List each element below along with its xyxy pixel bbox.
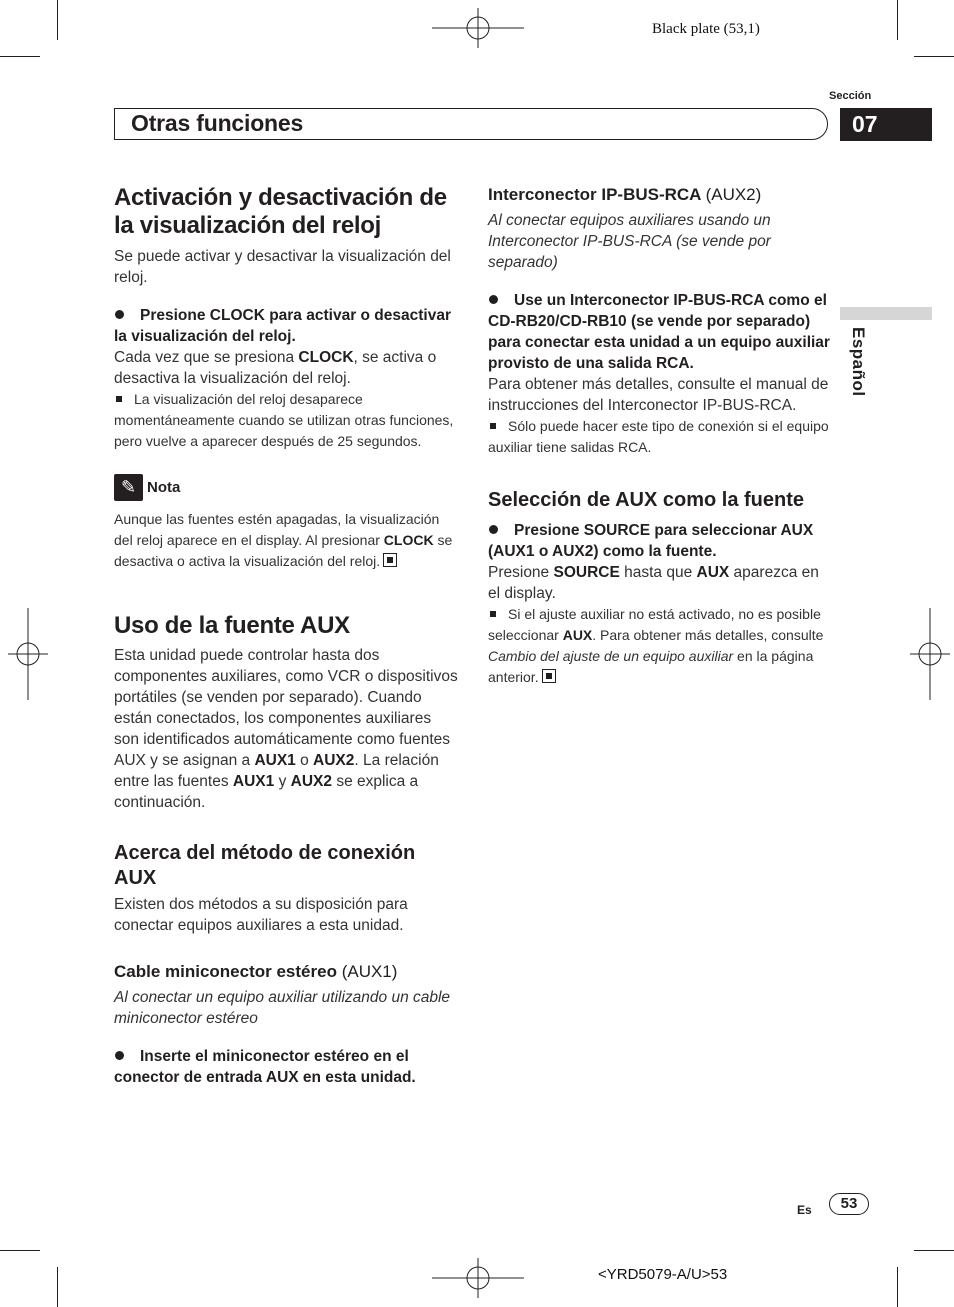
clock-intro: Se puede activar y desactivar la visualización del reloj. — [114, 248, 451, 286]
footer-code: <YRD5079-A/U>53 — [598, 1266, 728, 1283]
cable-heading: Cable miniconector estéreo (AUX1) — [114, 962, 398, 981]
registration-target-icon — [432, 1258, 524, 1298]
end-mark-icon — [542, 669, 556, 683]
crop-mark — [0, 56, 40, 57]
step-ipbus: Use un Interconector IP-BUS-RCA como el CD-RB20/CD-RB10 (se vende por separado) para conectar esta unidad a un equipo auxiliar provisto de una salida RCA. — [488, 292, 830, 372]
page-language: Es — [797, 1203, 812, 1217]
side-language-label: Español — [849, 327, 868, 397]
crop-mark — [897, 1267, 898, 1307]
nota-body: Aunque las fuentes estén apagadas, la visualización del reloj aparece en el display. Al presionar CLOCK se desactiva o activa la visualización del reloj. — [114, 511, 453, 569]
select-aux-heading: Selección de AUX como la fuente — [488, 489, 805, 511]
end-mark-icon — [383, 553, 397, 567]
clock-note: La visualización del reloj desaparece momentáneamente cuando se utilizan otras funciones, pero vuelve a aparecer después de 25 segundos. — [114, 391, 454, 449]
registration-target-icon — [910, 608, 950, 700]
aux-setting-note: Si el ajuste auxiliar no está activado, no es posible seleccionar AUX. Para obtener más detalles, consulte Cambio del ajuste de un equipo auxiliar en la página anterior. — [488, 606, 824, 685]
bullet-icon — [489, 295, 498, 304]
left-column — [114, 184, 458, 1088]
section-label: Sección — [829, 90, 872, 102]
step-ipbus-body: Para obtener más detalles, consulte el manual de instrucciones del Interconector IP-BUS-RCA. — [488, 376, 829, 414]
method-body: Existen dos métodos a su disposición para conectar equipos auxiliares a esta unidad. — [114, 896, 408, 934]
registration-target-icon — [432, 8, 524, 48]
cable-italic: Al conectar un equipo auxiliar utilizando un cable miniconector estéreo — [114, 989, 451, 1027]
aux-body: Esta unidad puede controlar hasta dos componentes auxiliares, como VCR o dispositivos portátiles (se venden por separado). Cuando están conectados, los componentes auxiliares son identificados automáticamente como fuentes AUX y se asignan a AUX1 o AUX2. La relación entre las fuentes AUX1 y AUX2 se explica a continuación. — [114, 647, 458, 811]
method-heading: Acerca del método de conexión AUX — [114, 842, 416, 889]
ipbus-heading: Interconector IP-BUS-RCA (AUX2) — [488, 185, 762, 204]
aux-heading: Uso de la fuente AUX — [114, 612, 350, 639]
bullet-icon — [115, 1051, 124, 1060]
rca-note: Sólo puede hacer este tipo de conexión si el equipo auxiliar tiene salidas RCA. — [488, 418, 829, 455]
square-bullet-icon — [490, 423, 496, 429]
clock-heading: Activación y desactivación de la visualización del reloj — [114, 184, 447, 239]
crop-mark — [0, 1250, 40, 1251]
crop-mark — [914, 1250, 954, 1251]
bullet-icon — [489, 525, 498, 534]
plate-label: Black plate (53,1) — [652, 21, 760, 37]
square-bullet-icon — [116, 396, 122, 402]
square-bullet-icon — [490, 611, 496, 617]
section-number: 07 — [840, 108, 932, 141]
ipbus-italic: Al conectar equipos auxiliares usando un Interconector IP-BUS-RCA (se vende por separado) — [488, 212, 771, 271]
step-source-body: Presione SOURCE hasta que AUX aparezca en el display. — [488, 564, 819, 602]
header-title: Otras funciones — [131, 110, 304, 136]
page-number: 53 — [829, 1193, 869, 1215]
bullet-icon — [115, 310, 124, 319]
nota-header: ✎ Nota — [114, 474, 458, 501]
step-clock-body: Cada vez que se presiona CLOCK, se activa o desactiva la visualización del reloj. — [114, 349, 437, 387]
side-tab — [840, 307, 932, 320]
crop-mark — [914, 56, 954, 57]
step-source: Presione SOURCE para seleccionar AUX (AUX1 o AUX2) como la fuente. — [488, 522, 814, 560]
step-insert: Inserte el miniconector estéreo en el conector de entrada AUX en esta unidad. — [114, 1048, 416, 1086]
crop-mark — [57, 0, 58, 40]
crop-mark — [897, 0, 898, 40]
crop-mark — [57, 1267, 58, 1307]
pencil-icon: ✎ — [114, 474, 143, 501]
right-column — [488, 184, 832, 688]
step-clock: Presione CLOCK para activar o desactivar la visualización del reloj. — [114, 307, 451, 345]
registration-target-icon — [8, 608, 48, 700]
